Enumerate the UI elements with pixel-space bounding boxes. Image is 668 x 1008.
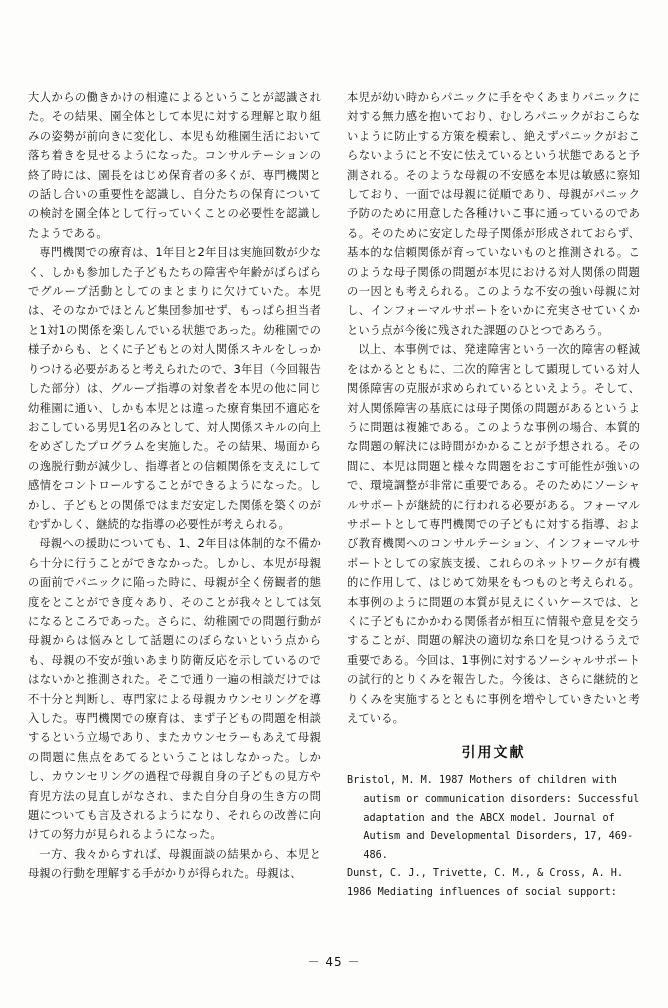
page-number: － 45 － (307, 955, 361, 969)
reference-text: Dunst, C. J., Trivette, C. M., & Cross, A. H. (347, 868, 624, 880)
reference-text: 1986 Mediating influences of social support: (347, 886, 617, 898)
reference-entry (347, 772, 640, 865)
paragraph: 本児が幼い時からパニックに手をやくあまりパニックに対する無力感を抱いており、むしろパニックがおこらないように防止する方策を模索し、絶えずパニックがおこらないようにと不安に怯えているという状態であると予測される。そのような母親の不安感を本児は敏感に察知しており、一面では母親に従順であり、母親がパニック予防のために用意した各種けいこ事に通っているのである。そのために安定した母子関係が形成されておらず、基本的な信頼関係が育っていないものと推測される。このような母子関係の問題が本児における対人関係の問題の一因とも考えられる。このような不安の強い母親に対し、インフォーマルサポートをいかに充実させていくかという点が今後に残された課題のひとつであろう。 (347, 91, 640, 337)
two-column-body (28, 88, 640, 918)
paragraph: 大人からの働きかけの相違によるということが認識された。その結果、園全体として本児に対する理解と取り組みの姿勢が前向きに変化し、本児も幼稚園生活において落ち着きを見せるようになった。コンサルテーションの終了時には、園長をはじめ保育者の多くが、専門機関との話し合いの重要性を認識し、自分たちの保育についての検討を園全体として行っていくことの必要性を認識したようである。 (28, 91, 321, 240)
left-column (28, 88, 321, 918)
reference-entry (347, 865, 640, 884)
paragraph: 専門機関での療育は、1年目と2年目は実施回数が少なく、しかも参加した子どもたちの障害や年齢がばらばらでグループ活動としてのまとまりに欠けていた。本児は、そのなかでほとんど集団参加せず、もっぱら担当者と1対1の関係を楽しんでいる状態であった。幼稚園での様子からも、とくに子どもとの対人関係スキルをしっかりつける必要があると考えられたので、3年目（今回報告した部分）は、グループ指導の対象者を本児の他に同じ幼稚園に通い、しかも本児とは違った療育集団不適応をおこしている男児1名のみとして、対人関係スキルの向上をめざしたプログラムを実施した。その結果、場面からの逸脱行動が減少し、指導者との信頼関係を支えにして感情をコントロールすることができるようになった。しかし、子どもとの関係ではまだ安定した関係を築くのがむずかしく、継続的な指導の必要性が考えられる。 (28, 246, 321, 531)
paragraph: 母親への援助についても、1、2年目は体制的な不備から十分に行うことができなかった。しかし、本児が母親の面前でパニックに陥った時に、母親が全く傍観者的態度をとことができ度々あり、そのことが我々としては気になるところであった。さらに、幼稚園での問題行動が母親からは悩みとして話題にのぼらないという点からも、母親の不安が強いあまり防衛反応を示しているのではないかと推測された。そこで通り一遍の相談だけでは不十分と判断し、専門家による母親カウンセリングを導入した。専門機関での療育は、まず子どもの問題を相談するという立場であり、またカウンセラーもあえて母親の問題に焦点をあてるということはしなかった。しかし、カウンセリングの過程で母親自身の子どもの見方や育児方法の見直しがなされ、また自分自身の生き方の問題についても言及されるようになり、それらの改善に向けての努力が見られるようになった。 (28, 537, 321, 842)
references-heading: 引用文献 (461, 745, 526, 762)
paragraph: 以上、本事例では、発達障害という一次的障害の軽減をはかるとともに、二次的障害として顕現している対人関係障害の克服が求められているといえよう。そして、対人関係障害の基底には母子関係の問題があるというように問題は複雑である。このような事例の場合、本質的な問題の解決には時間がかかることが予想される。その間に、本児は問題と様々な問題をおこす可能性が強いので、環境調整が非常に重要である。そのためにソーシャルサポートが継続的に行われる必要がある。フォーマルサポートとして専門機関での子どもに対する指導、および教育機関へのコンサルテーション、インフォーマルサポートとしての家族支援、これらのネットワークが有機的に作用して、はじめて効果をもつものと考えられる。本事例のように問題の本質が見えにくいケースでは、とくに子どもにかかわる関係者が相互に情報や意見を交うすることが、問題の解決の適切な糸口を見つけるうえで重要である。今回は、1事例に対するソーシャルサポートの試行的とりくみを報告した。今後は、さらに継続的とりくみを実施するとともに事例を増やしていきたいと考えている。 (347, 343, 640, 725)
paragraph: 一方、我々からすれば、母親面談の結果から、本児と母親の行動を理解する手がかりが得られた。母親は、 (28, 847, 321, 881)
reference-text: Bristol, M. M. 1987 Mothers of children with autism or communication disorders: Successful adaptation and the ABCX model. Journal of Autism and Developmental Disorders, 17, 469-486. (347, 775, 640, 861)
reference-entry (347, 884, 640, 903)
right-column (347, 88, 640, 918)
